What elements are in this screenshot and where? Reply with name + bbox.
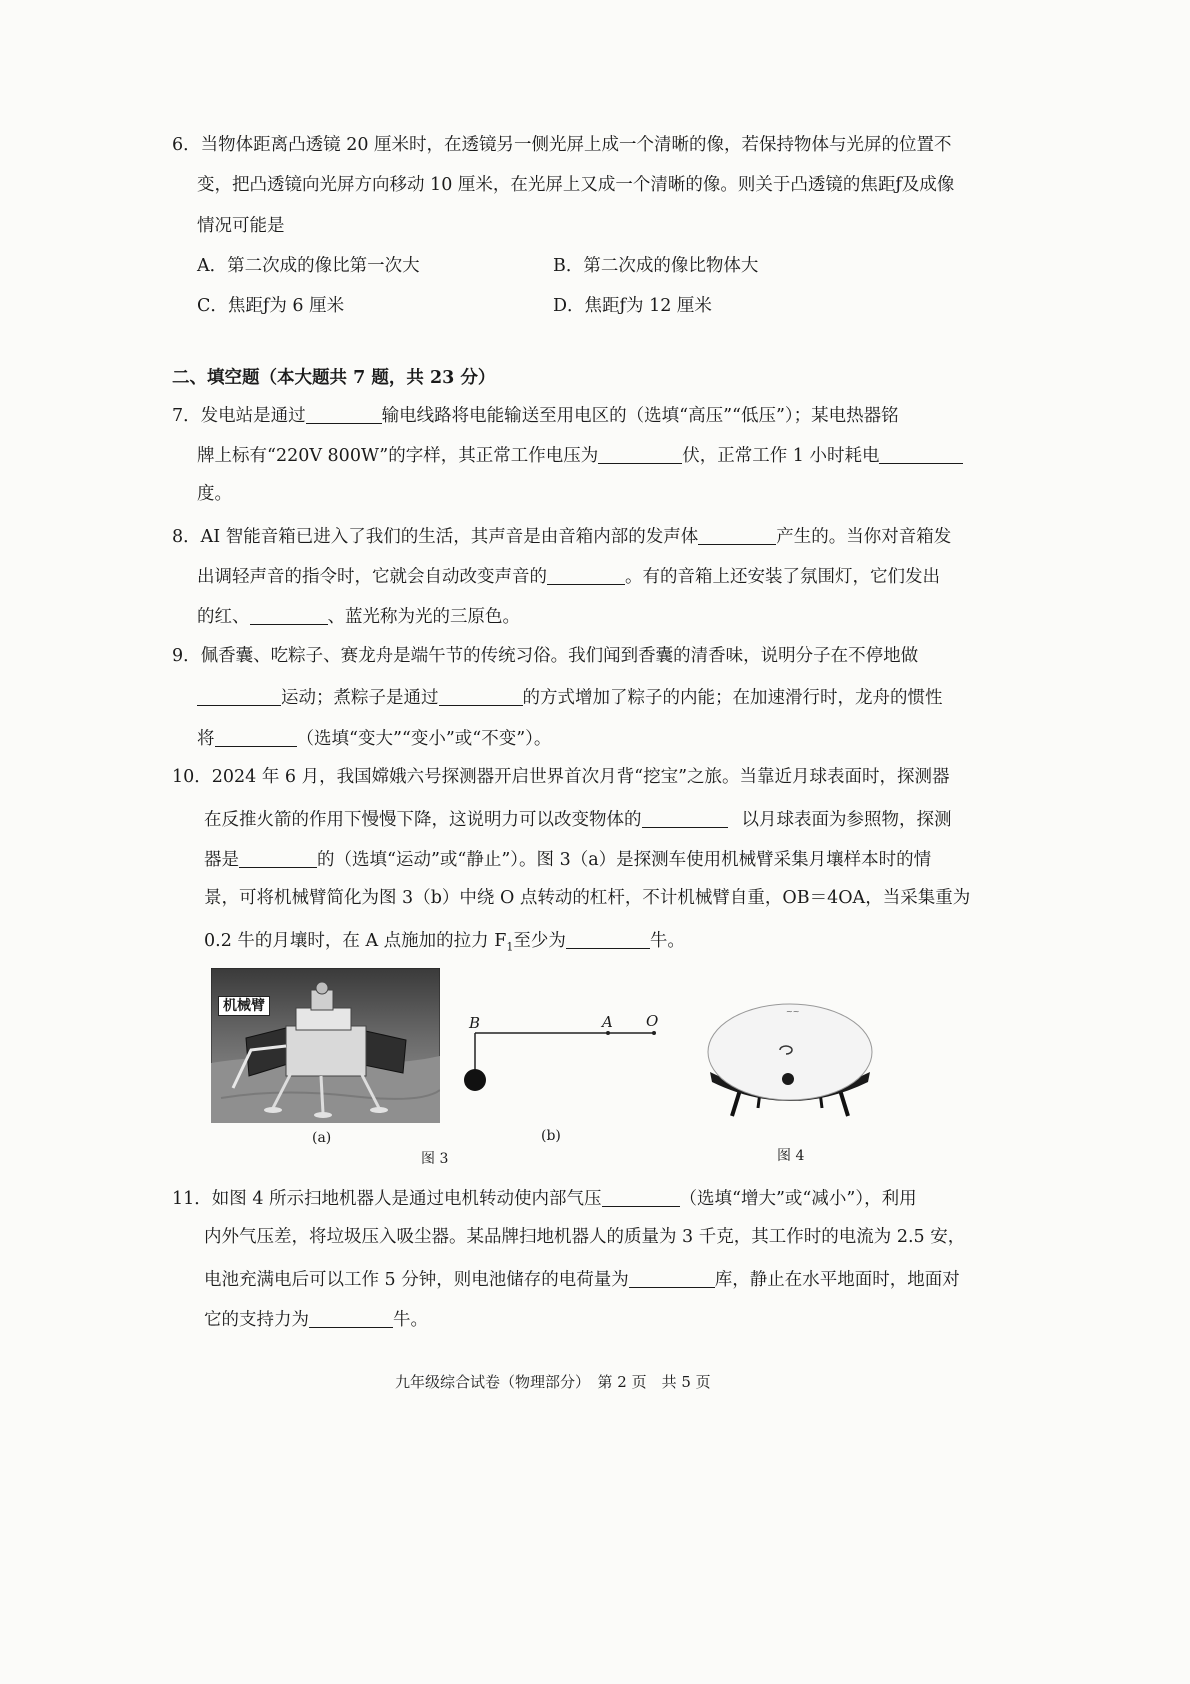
fig3b-caption: (b): [541, 1128, 561, 1144]
point-o-dot: [652, 1031, 656, 1035]
q8-text-2b: 。有的音箱上还安装了氛围灯，它们发出: [625, 567, 940, 587]
weight-ball: [464, 1069, 486, 1091]
q10-line-2: [204, 810, 952, 830]
q8-blank-3[interactable]: [250, 607, 328, 625]
fig3-caption: 图 3: [421, 1151, 449, 1167]
fig3a-caption: (a): [312, 1130, 332, 1146]
lander-photo: [211, 968, 440, 1123]
q10-line-3: [204, 850, 931, 870]
q11-text-3b: 库，静止在水平地面时，地面对: [714, 1270, 960, 1290]
q11-line-3: [204, 1270, 960, 1290]
q9-text-2b: 的方式增加了粽子的内能；在加速滑行时，龙舟的惯性: [522, 688, 943, 708]
q6-line-1: 6．当物体距离凸透镜 20 厘米时，在透镜另一侧光屏上成一个清晰的像，若保持物体与光屏的位置不: [172, 135, 952, 155]
q10-line-1: 10．2024 年 6 月，我国嫦娥六号探测器开启世界首次月背“挖宝”之旅。当靠近月球表面时，探测器: [172, 767, 950, 787]
point-a-dot: [606, 1031, 610, 1035]
q10-blank-1[interactable]: [642, 810, 728, 828]
q10-line-4: 景，可将机械臂简化为图 3（b）中绕 O 点转动的杠杆，不计机械臂自重，OB＝4OA，当采集重为: [204, 888, 971, 908]
q7-text-2b: 伏，正常工作 1 小时耗电: [682, 446, 880, 466]
q8-text-3b: 、蓝光称为光的三原色。: [327, 607, 520, 627]
q11-text-4a: 它的支持力为: [204, 1310, 309, 1330]
q9-blank-2[interactable]: [439, 688, 523, 706]
q11-text-1a: 11．如图 4 所示扫地机器人是通过电机转动使内部气压: [172, 1189, 602, 1209]
q7-line-2: [197, 446, 963, 466]
q6-line-2: 变，把凸透镜向光屏方向移动 10 厘米，在光屏上又成一个清晰的像。则关于凸透镜的焦距ƒ及成像: [197, 175, 955, 195]
robot-vacuum-figure: [700, 990, 880, 1125]
q11-blank-1[interactable]: [602, 1189, 680, 1207]
q7-line-1: [172, 406, 899, 426]
q9-line-2: [197, 688, 943, 708]
q10-text-5b: 至少为: [513, 931, 566, 951]
q11-blank-2[interactable]: [629, 1270, 715, 1288]
q10-blank-3[interactable]: [566, 931, 650, 949]
q7-text-2a: 牌上标有“220V 800W”的字样，其正常工作电压为: [197, 446, 599, 466]
q8-line-1: [172, 527, 951, 547]
q8-line-2: [197, 567, 940, 587]
q8-line-3: [197, 607, 520, 627]
q7-line-3: 度。: [197, 484, 232, 504]
q6-line-3: 情况可能是: [197, 216, 285, 236]
q11-line-4: [204, 1310, 428, 1330]
q9-line-3: [197, 729, 551, 749]
q8-text-3a: 的红、: [197, 607, 250, 627]
lever-diagram: [455, 1010, 670, 1105]
q10-text-2a: 在反推火箭的作用下慢慢下降，这说明力可以改变物体的: [204, 810, 642, 830]
q9-text-3b: （选填“变大”“变小”或“不变”）。: [296, 729, 552, 749]
q8-blank-2[interactable]: [547, 567, 625, 585]
q9-text-3a: 将: [197, 729, 215, 749]
q7-text-1a: 7．发电站是通过: [172, 406, 306, 426]
q6-option-d: D．焦距ƒ为 12 厘米: [553, 296, 712, 316]
svg-text:~~: ~~: [786, 1007, 800, 1016]
label-o: O: [646, 1012, 659, 1030]
q10-subscript: 1: [506, 940, 514, 954]
q7-blank-1[interactable]: [306, 406, 382, 424]
arm-label-tag: 机械臂: [218, 996, 270, 1016]
q8-blank-1[interactable]: [698, 527, 776, 545]
section-heading: 二、填空题（本大题共 7 题，共 23 分）: [172, 368, 496, 388]
q11-text-3a: 电池充满电后可以工作 5 分钟，则电池储存的电荷量为: [204, 1270, 629, 1290]
q11-line-2: 内外气压差，将垃圾压入吸尘器。某品牌扫地机器人的质量为 3 千克，其工作时的电流为 2.5 安，: [204, 1227, 966, 1247]
q8-text-2a: 出调轻声音的指令时，它就会自动改变声音的: [197, 567, 547, 587]
q9-line-1: 9．佩香囊、吃粽子、赛龙舟是端午节的传统习俗。我们闻到香囊的清香味，说明分子在不停地做: [172, 646, 919, 666]
q10-line-5: [204, 931, 685, 953]
q10-text-5a: 0.2 牛的月壤时，在 A 点施加的拉力 F: [204, 931, 507, 951]
q9-blank-1[interactable]: [197, 688, 281, 706]
page-footer: 九年级综合试卷（物理部分） 第 2 页 共 5 页: [395, 1373, 711, 1391]
q9-text-2a: 运动；煮粽子是通过: [281, 688, 439, 708]
q8-text-1b: 产生的。当你对音箱发: [776, 527, 952, 547]
q7-blank-2[interactable]: [598, 446, 682, 464]
label-a: A: [602, 1013, 613, 1031]
q10-blank-2[interactable]: [239, 850, 317, 868]
q11-line-1: [172, 1189, 917, 1209]
label-b: B: [469, 1014, 481, 1032]
q11-blank-3[interactable]: [309, 1310, 393, 1328]
q10-text-3b: 的（选填“运动”或“静止”）。图 3（a）是探测车使用机械臂采集月壤样本时的情: [317, 850, 932, 870]
q10-text-2b: 以月球表面为参照物，探测: [741, 810, 952, 830]
q7-blank-3[interactable]: [879, 446, 963, 464]
q10-text-5c: 牛。: [649, 931, 685, 951]
q11-text-1b: （选填“增大”或“减小”），利用: [679, 1189, 917, 1209]
fig4-caption: 图 4: [777, 1148, 805, 1164]
q8-text-1a: 8．AI 智能音箱已进入了我们的生活，其声音是由音箱内部的发声体: [172, 527, 699, 547]
q6-option-c: C．焦距ƒ为 6 厘米: [197, 296, 345, 316]
q7-text-1b: 输电线路将电能输送至用电区的（选填“高压”“低压”）；某电热器铭: [381, 406, 899, 426]
q9-blank-3[interactable]: [215, 729, 297, 747]
q6-option-a: A．第二次成的像比第一次大: [197, 256, 420, 276]
q10-text-3a: 器是: [204, 850, 239, 870]
q6-option-b: B．第二次成的像比物体大: [553, 256, 759, 276]
q11-text-4b: 牛。: [393, 1310, 428, 1330]
